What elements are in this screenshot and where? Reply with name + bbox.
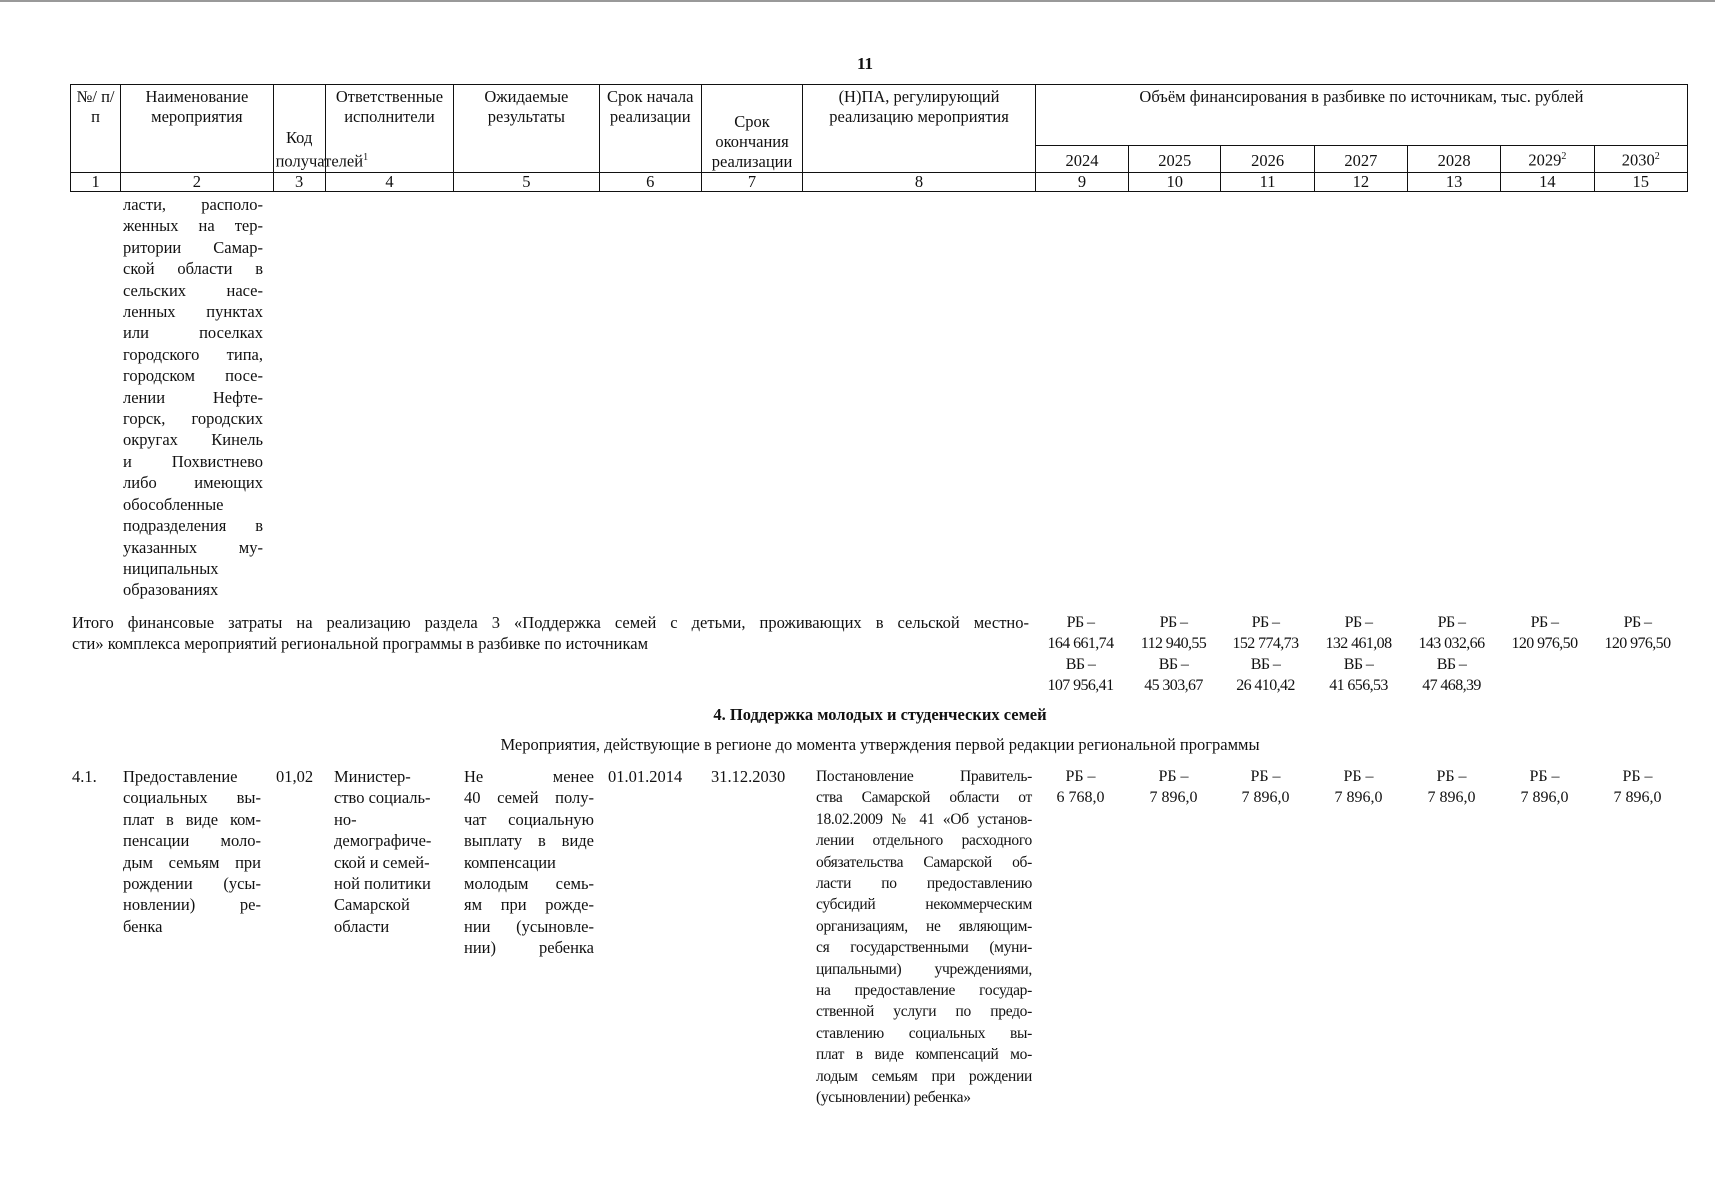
- amount: 143 032,66: [1418, 635, 1485, 652]
- source-label: РБ –: [1251, 614, 1280, 631]
- year-text: 2029: [1528, 150, 1562, 170]
- text-line: (усыновлении) ребенка»: [816, 1089, 971, 1107]
- text-line: нии (усыновле-: [464, 916, 594, 936]
- col-number-4: 4: [325, 172, 453, 191]
- col-number-11: 11: [1221, 172, 1314, 191]
- col-number-9: 9: [1035, 172, 1128, 191]
- text-line: и Похвистнево: [123, 451, 263, 471]
- text-line: новлении) ре-: [123, 895, 261, 915]
- col-number-15: 15: [1594, 172, 1687, 191]
- text-line: плат в виде компенсаций мо-: [816, 1046, 1032, 1064]
- source-label: ВБ –: [1065, 656, 1096, 673]
- source-label: РБ –: [1159, 614, 1188, 631]
- header-start: Срок начала реализации: [599, 85, 701, 173]
- amount: 120 976,50: [1604, 635, 1671, 652]
- text-line: плат в виде ком-: [123, 809, 261, 829]
- section-4-title: 4. Поддержка молодых и студенческих семей: [713, 705, 1047, 724]
- source-label: РБ –: [1065, 768, 1096, 785]
- text-line: ной политики: [334, 874, 431, 894]
- total-value-2028: [1405, 612, 1498, 696]
- source-label: ВБ –: [1250, 656, 1281, 673]
- page-number: 11: [856, 54, 874, 73]
- year-text: 2024: [1065, 150, 1099, 170]
- text-line: ласти по предоставлению: [816, 875, 1032, 893]
- header-year-2025: [1129, 146, 1221, 173]
- total-value-2029: [1498, 612, 1591, 654]
- text-line: Постановление Правитель-: [816, 768, 1032, 785]
- text-line: ритории Самар-: [123, 237, 263, 257]
- header-year-2030: [1594, 146, 1687, 173]
- amount: 132 461,08: [1325, 635, 1392, 652]
- year-sup: 2: [1654, 151, 1660, 162]
- text-line: 18.02.2009 № 41 «Об установ-: [816, 810, 1032, 828]
- section-title: [0, 705, 1715, 725]
- row-4-1-code: 01,02: [276, 767, 314, 786]
- text-line: ственной услуги по предо-: [816, 1003, 1032, 1021]
- header-year-2029: [1501, 146, 1594, 173]
- header-results: Ожидаемые результаты: [454, 85, 599, 173]
- row-4-1-responsible: [334, 766, 452, 937]
- amount: 26 410,42: [1236, 677, 1295, 694]
- row-4-1-end: 31.12.2030: [711, 767, 786, 786]
- text-line: горск, городских: [123, 409, 263, 429]
- text-line: обязательства Самарской об-: [816, 853, 1032, 871]
- col-number-14: 14: [1501, 172, 1594, 191]
- total-line-1: Итого финансовые затраты на реализацию раздела 3 «Поддержка семей с детьми, проживающих в сельской местно-: [72, 613, 1029, 632]
- text-line: ласти, располо-: [123, 195, 263, 214]
- row-4-1-value-2024: [1034, 766, 1127, 808]
- source-label: ВБ –: [1343, 656, 1374, 673]
- row-4-1-num: 4.1.: [72, 767, 97, 786]
- header-code-sup: 1: [363, 152, 369, 163]
- amount: 164 661,74: [1047, 635, 1114, 652]
- text-line: пенсации моло-: [123, 831, 261, 851]
- text-line: сельских насе-: [123, 280, 263, 300]
- total-label: [72, 612, 1029, 655]
- row-4-1-value-2030: [1591, 766, 1684, 808]
- amount: 7 896,0: [1427, 789, 1476, 806]
- text-line: обособленные: [123, 494, 224, 514]
- amount: 7 896,0: [1149, 789, 1198, 806]
- col-number-6: 6: [599, 172, 701, 191]
- text-line: Самарской: [334, 895, 410, 915]
- col-number-12: 12: [1314, 172, 1407, 191]
- text-line: на предоставление государ-: [816, 982, 1032, 1000]
- amount: 120 976,50: [1511, 635, 1578, 652]
- source-label: РБ –: [1250, 768, 1281, 785]
- amount: 7 896,0: [1520, 789, 1569, 806]
- row-4-1-value-2025: [1127, 766, 1220, 808]
- source-label: РБ –: [1530, 614, 1559, 631]
- text-line: дым семьям при: [123, 852, 261, 872]
- text-line: городского типа,: [123, 344, 263, 364]
- total-value-2027: [1312, 612, 1405, 696]
- continuation-text: [123, 194, 263, 601]
- header-year-2028: [1407, 146, 1500, 173]
- col-number-1: 1: [71, 172, 121, 191]
- year-text: 2030: [1621, 150, 1655, 170]
- header-financing: Объём финансирования в разбивке по источникам, тыс. рублей: [1035, 85, 1687, 146]
- text-line: но-: [334, 809, 357, 829]
- header-name: Наименование мероприятия: [121, 85, 273, 173]
- header-table: [70, 84, 1688, 192]
- text-line: ства Самарской области от: [816, 789, 1032, 807]
- text-line: нии) ребенка: [464, 938, 594, 958]
- amount: 112 940,55: [1140, 635, 1207, 652]
- col-number-13: 13: [1407, 172, 1500, 191]
- text-line: компенсации: [464, 852, 556, 872]
- text-line: бенка: [123, 916, 163, 936]
- text-line: ям при рожде-: [464, 895, 594, 915]
- year-text: 2025: [1158, 150, 1192, 170]
- col-number-10: 10: [1129, 172, 1221, 191]
- year-sup: 2: [1561, 151, 1567, 162]
- scan-edge: [0, 0, 1715, 2]
- text-line: ниципальных: [123, 558, 219, 578]
- text-line: ципальными) учреждениями,: [816, 960, 1032, 978]
- amount: 41 656,53: [1329, 677, 1388, 694]
- header-code: [273, 85, 369, 173]
- total-value-2025: [1127, 612, 1220, 696]
- total-value-2024: [1034, 612, 1127, 696]
- source-label: РБ –: [1066, 614, 1095, 631]
- text-line: Предоставление: [123, 767, 238, 786]
- row-4-1-value-2027: [1312, 766, 1405, 808]
- year-text: 2027: [1344, 150, 1378, 170]
- text-line: ся государственными (муни-: [816, 939, 1032, 957]
- text-line: округах Кинель: [123, 430, 263, 450]
- col-number-3: 3: [273, 172, 325, 191]
- text-line: женных на тер-: [123, 216, 263, 236]
- row-4-1-npa: [816, 766, 1032, 1109]
- text-line: демографиче-: [334, 831, 432, 851]
- header-end: Срок окончания реализации: [701, 85, 802, 173]
- text-line: лодым семьям при рождении: [816, 1067, 1032, 1085]
- text-line: субсидий некоммерческим: [816, 896, 1032, 914]
- amount: 47 468,39: [1422, 677, 1481, 694]
- header-year-2024: [1035, 146, 1128, 173]
- text-line: подразделения в: [123, 516, 263, 536]
- total-value-2026: [1219, 612, 1312, 696]
- year-text: 2028: [1437, 150, 1471, 170]
- row-4-1-results: [464, 766, 594, 959]
- year-text: 2026: [1251, 150, 1285, 170]
- source-label: РБ –: [1158, 768, 1189, 785]
- source-label: РБ –: [1437, 614, 1466, 631]
- text-line: молодым семь-: [464, 874, 594, 894]
- col-number-5: 5: [454, 172, 599, 191]
- text-line: чат социальную: [464, 809, 594, 829]
- text-line: 40 семей полу-: [464, 788, 594, 808]
- text-line: организациям, не являющим-: [816, 917, 1032, 935]
- text-line: ставлению социальных вы-: [816, 1024, 1032, 1042]
- col-number-8: 8: [803, 172, 1036, 191]
- text-line: социальных вы-: [123, 788, 261, 808]
- header-num: №/ п/п: [71, 85, 121, 173]
- row-4-1-value-2026: [1219, 766, 1312, 808]
- amount: 6 768,0: [1056, 789, 1105, 806]
- row-4-1-value-2029: [1498, 766, 1591, 808]
- text-line: ство социаль-: [334, 788, 431, 808]
- text-line: указанных му-: [123, 537, 263, 557]
- text-line: рождении (усы-: [123, 874, 261, 894]
- header-npa: (Н)ПА, регулирующий реализацию мероприятия: [803, 85, 1036, 173]
- row-4-1-name: [123, 766, 261, 937]
- source-label: ВБ –: [1436, 656, 1467, 673]
- header-responsible: Ответственные исполнители: [325, 85, 453, 173]
- amount: 152 774,73: [1232, 635, 1299, 652]
- source-label: РБ –: [1529, 768, 1560, 785]
- source-label: РБ –: [1344, 614, 1373, 631]
- amount: 7 896,0: [1334, 789, 1383, 806]
- text-line: либо имеющих: [123, 473, 263, 493]
- amount: 7 896,0: [1613, 789, 1662, 806]
- source-label: РБ –: [1436, 768, 1467, 785]
- text-line: выплату в виде: [464, 831, 594, 851]
- text-line: ленных пунктах: [123, 302, 263, 322]
- text-line: образованиях: [123, 580, 219, 600]
- amount: 7 896,0: [1241, 789, 1290, 806]
- header-year-2026: [1221, 146, 1314, 173]
- amount: 107 956,41: [1047, 677, 1114, 694]
- col-number-7: 7: [701, 172, 802, 191]
- text-line: городском посе-: [123, 366, 263, 386]
- col-number-2: 2: [121, 172, 273, 191]
- total-line-2: сти» комплекса мероприятий региональной программы в разбивке по источникам: [72, 634, 649, 654]
- text-line: ской и семей-: [334, 852, 430, 872]
- total-value-2030: [1591, 612, 1684, 654]
- source-label: ВБ –: [1158, 656, 1189, 673]
- text-line: или поселках: [123, 323, 263, 343]
- text-line: лении Нефте-: [123, 387, 263, 407]
- source-label: РБ –: [1622, 768, 1653, 785]
- row-4-1-start: 01.01.2014: [608, 767, 683, 786]
- header-year-2027: [1314, 146, 1407, 173]
- source-label: РБ –: [1623, 614, 1652, 631]
- amount: 45 303,67: [1144, 677, 1203, 694]
- source-label: РБ –: [1343, 768, 1374, 785]
- section-subtitle: Мероприятия, действующие в регионе до момента утверждения первой редакции региональной программы: [500, 735, 1260, 754]
- text-line: ской области в: [123, 259, 263, 279]
- header-code-text: Код получателей: [275, 128, 364, 171]
- text-line: лении отдельного расходного: [816, 832, 1032, 850]
- text-line: Не менее: [464, 767, 594, 786]
- text-line: области: [334, 916, 390, 936]
- row-4-1-value-2028: [1405, 766, 1498, 808]
- text-line: Министер-: [334, 767, 411, 786]
